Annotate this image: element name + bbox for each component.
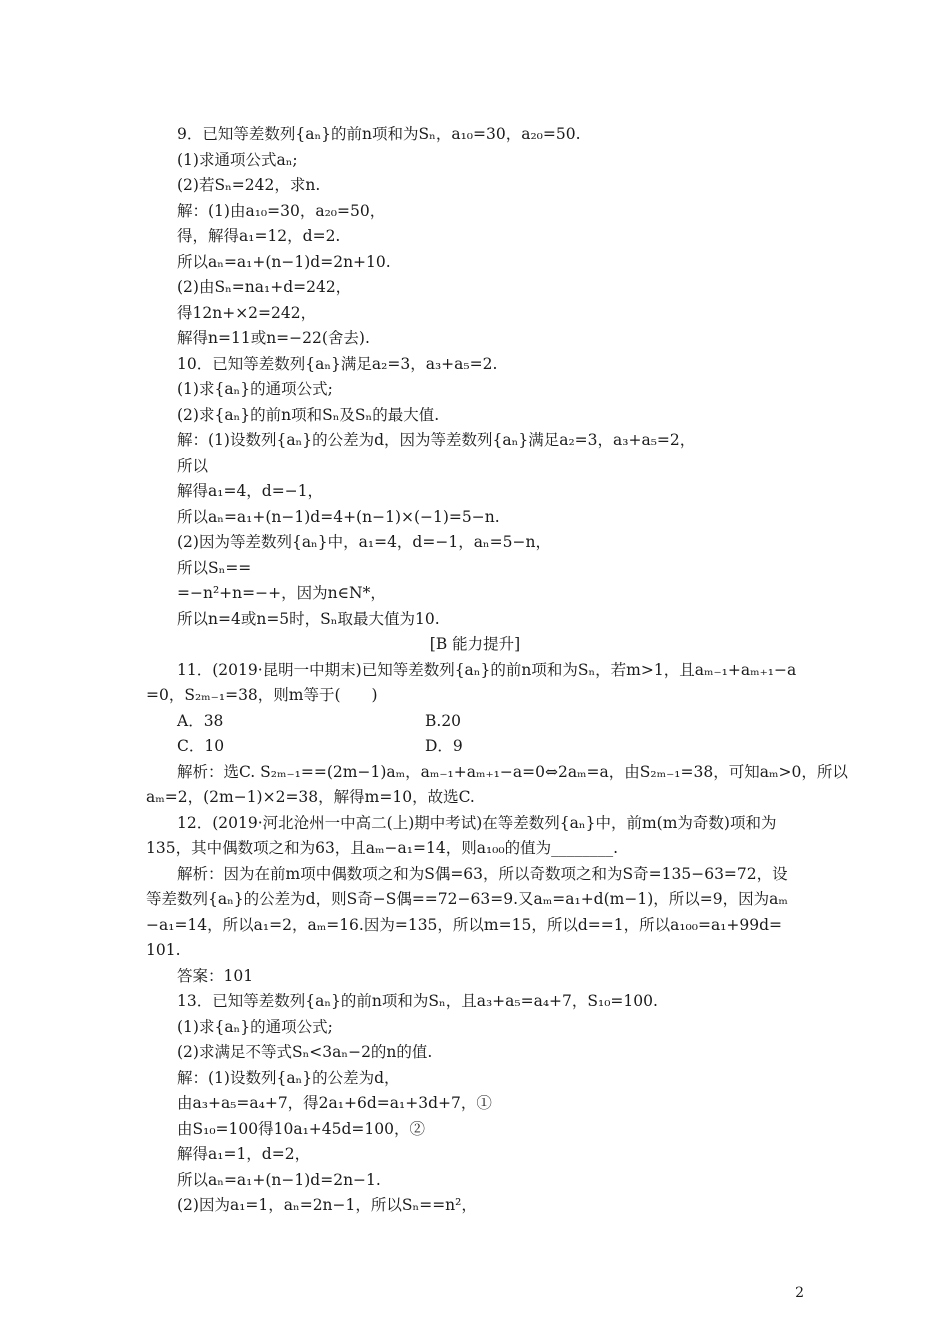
- solution-line: (2)因为等差数列{aₙ}中，a₁=4，d=−1，aₙ=5−n，: [177, 533, 551, 551]
- solution-line: (2)因为a₁=1，aₙ=2n−1，所以Sₙ==n²，: [177, 1196, 477, 1214]
- problem-13-part-1: (1)求{aₙ}的通项公式;: [177, 1018, 333, 1036]
- solution-line: 所以aₙ=a₁+(n−1)d=4+(n−1)×(−1)=5−n.: [177, 508, 500, 526]
- analysis-line: 解析：因为在前m项中偶数项之和为S偶=63，所以奇数项之和为S奇=135−63=72，设: [177, 865, 788, 883]
- problem-9-stem: 9．已知等差数列{aₙ}的前n项和为Sₙ，a₁₀=30，a₂₀=50.: [177, 125, 581, 143]
- problem-10-part-1: (1)求{aₙ}的通项公式;: [177, 380, 333, 398]
- solution-line: 所以aₙ=a₁+(n−1)d=2n+10.: [177, 253, 391, 271]
- problem-11-stem-cont: =0，S₂ₘ₋₁=38，则m等于( ): [146, 686, 378, 704]
- page-number: 2: [795, 1285, 804, 1301]
- problem-12-stem-cont: 135，其中偶数项之和为63，且aₘ−a₁=14，则a₁₀₀的值为________.: [146, 839, 619, 857]
- problem-9-part-2: (2)若Sₙ=242，求n.: [177, 176, 321, 194]
- option-c: C．10: [177, 737, 225, 755]
- solution-line: 解：(1)设数列{aₙ}的公差为d，: [177, 1069, 400, 1087]
- solution-line: 得12n+×2=242，: [177, 304, 317, 322]
- problem-13-part-2: (2)求满足不等式Sₙ<3aₙ−2的n的值.: [177, 1043, 433, 1061]
- solution-line: 得，解得a₁=12，d=2.: [177, 227, 341, 245]
- solution-line: 所以: [177, 457, 209, 475]
- problem-9-part-1: (1)求通项公式aₙ;: [177, 151, 298, 169]
- option-a: A．38: [177, 712, 224, 730]
- solution-line: =−n²+n=−+，因为n∈N*，: [177, 584, 386, 602]
- solution-line: 所以aₙ=a₁+(n−1)d=2n−1.: [177, 1171, 381, 1189]
- problem-11-stem: 11．(2019·昆明一中期末)已知等差数列{aₙ}的前n项和为Sₙ，若m>1，且aₘ₋₁+aₘ₊₁−a: [177, 661, 797, 679]
- solution-line: 解得n=11或n=−22(舍去).: [177, 329, 370, 347]
- problem-12-stem: 12．(2019·河北沧州一中高二(上)期中考试)在等差数列{aₙ}中，前m(m为奇数)项和为: [177, 814, 777, 832]
- solution-line: 所以Sₙ==: [177, 559, 252, 577]
- analysis-line: −a₁=14，所以a₁=2，aₘ=16.因为=135，所以m=15，所以d==1，所以a₁₀₀=a₁+99d=: [146, 916, 783, 934]
- option-b: B.20: [425, 712, 462, 730]
- analysis-line: 101.: [146, 941, 181, 959]
- solution-line: 解：(1)由a₁₀=30，a₂₀=50，: [177, 202, 386, 220]
- solution-line: (2)由Sₙ=na₁+d=242，: [177, 278, 352, 296]
- solution-line: 解：(1)设数列{aₙ}的公差为d，因为等差数列{aₙ}满足a₂=3，a₃+a₅=2，: [177, 431, 696, 449]
- answer-line: 答案：101: [177, 967, 254, 985]
- section-heading: [B 能力提升]: [429, 635, 521, 653]
- problem-10-part-2: (2)求{aₙ}的前n项和Sₙ及Sₙ的最大值.: [177, 406, 440, 424]
- option-d: D．9: [425, 737, 463, 755]
- solution-line: 解得a₁=1，d=2，: [177, 1145, 311, 1163]
- analysis-line: 解析：选C. S₂ₘ₋₁==(2m−1)aₘ，aₘ₋₁+aₘ₊₁−a=0⇔2aₘ=a，由S₂ₘ₋₁=38，可知aₘ>0，所以: [177, 763, 848, 781]
- solution-line: 由a₃+a₅=a₄+7，得2a₁+6d=a₁+3d+7，①: [177, 1094, 492, 1112]
- solution-line: 所以n=4或n=5时，Sₙ取最大值为10.: [177, 610, 440, 628]
- analysis-line: 等差数列{aₙ}的公差为d，则S奇−S偶==72−63=9.又aₘ=a₁+d(m−1)，所以=9，因为aₘ: [146, 890, 788, 908]
- problem-10-stem: 10．已知等差数列{aₙ}满足a₂=3，a₃+a₅=2.: [177, 355, 498, 373]
- analysis-line: aₘ=2，(2m−1)×2=38，解得m=10，故选C.: [146, 788, 475, 806]
- solution-line: 由S₁₀=100得10a₁+45d=100，②: [177, 1120, 426, 1138]
- problem-13-stem: 13．已知等差数列{aₙ}的前n项和为Sₙ，且a₃+a₅=a₄+7，S₁₀=100.: [177, 992, 658, 1010]
- solution-line: 解得a₁=4，d=−1，: [177, 482, 324, 500]
